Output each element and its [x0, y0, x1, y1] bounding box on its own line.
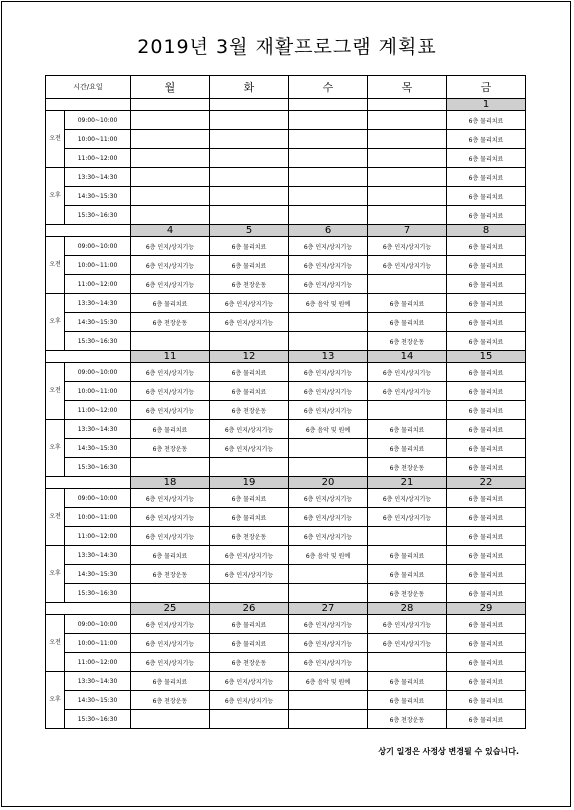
program-cell-mon: 6층 물리치료 — [131, 294, 210, 313]
time-slot-row — [46, 615, 526, 634]
time-slot-row — [46, 332, 526, 351]
program-cell-mon: 6층 인지/상지기능 — [131, 527, 210, 546]
time-slot-row — [46, 672, 526, 691]
program-cell-fri: 6층 물리치료 — [447, 187, 526, 206]
program-cell-wed: 6층 인지/상지기능 — [289, 401, 368, 420]
time-label: 10:00~11:00 — [65, 382, 131, 401]
time-label: 09:00~10:00 — [65, 615, 131, 634]
program-cell-tue: 6층 천장운동 — [210, 275, 289, 294]
date-cell-fri: 1 — [447, 99, 526, 111]
date-cell-mon — [131, 99, 210, 111]
date-cell-tue: 19 — [210, 477, 289, 489]
time-label: 09:00~10:00 — [65, 237, 131, 256]
program-cell-tue: 6층 물리치료 — [210, 237, 289, 256]
program-cell-wed — [289, 458, 368, 477]
time-label: 13:30~14:30 — [65, 546, 131, 565]
week-date-row — [46, 477, 526, 489]
time-slot-row — [46, 294, 526, 313]
date-cell-fri: 8 — [447, 225, 526, 237]
time-label: 11:00~12:00 — [65, 527, 131, 546]
program-cell-mon: 6층 천장운동 — [131, 439, 210, 458]
time-label: 15:30~16:30 — [65, 458, 131, 477]
program-cell-wed — [289, 206, 368, 225]
time-label: 13:30~14:30 — [65, 420, 131, 439]
week-date-row — [46, 225, 526, 237]
program-cell-mon: 6층 인지/상지기능 — [131, 275, 210, 294]
header-row — [46, 76, 526, 99]
date-row-blank — [46, 225, 131, 237]
time-label: 14:30~15:30 — [65, 691, 131, 710]
date-cell-tue: 5 — [210, 225, 289, 237]
program-cell-wed: 6층 인지/상지기능 — [289, 653, 368, 672]
time-label: 10:00~11:00 — [65, 508, 131, 527]
program-cell-fri: 6층 물리치료 — [447, 294, 526, 313]
program-cell-wed: 6층 인지/상지기능 — [289, 275, 368, 294]
time-slot-row — [46, 237, 526, 256]
program-cell-thu: 6층 물리치료 — [368, 691, 447, 710]
time-label: 11:00~12:00 — [65, 401, 131, 420]
program-cell-mon — [131, 206, 210, 225]
program-cell-fri: 6층 물리치료 — [447, 508, 526, 527]
program-cell-fri: 6층 물리치료 — [447, 584, 526, 603]
program-cell-mon — [131, 187, 210, 206]
period-pm-label: 오후 — [46, 672, 65, 729]
period-am-label: 오전 — [46, 615, 65, 672]
program-cell-thu: 6층 물리치료 — [368, 420, 447, 439]
program-cell-fri: 6층 물리치료 — [447, 489, 526, 508]
program-cell-tue — [210, 187, 289, 206]
day-header-wed: 수 — [289, 76, 368, 99]
time-label: 15:30~16:30 — [65, 206, 131, 225]
program-cell-fri: 6층 물리치료 — [447, 111, 526, 130]
program-cell-wed: 6층 인지/상지기능 — [289, 508, 368, 527]
program-cell-wed — [289, 439, 368, 458]
date-cell-mon: 11 — [131, 351, 210, 363]
time-slot-row — [46, 275, 526, 294]
program-cell-mon: 6층 물리치료 — [131, 420, 210, 439]
program-cell-wed: 6층 음악 및 원예 — [289, 672, 368, 691]
week-date-row — [46, 99, 526, 111]
time-slot-row — [46, 508, 526, 527]
program-cell-thu — [368, 401, 447, 420]
program-cell-mon: 6층 천장운동 — [131, 691, 210, 710]
program-cell-wed: 6층 인지/상지기능 — [289, 256, 368, 275]
week-date-row — [46, 351, 526, 363]
time-slot-row — [46, 401, 526, 420]
program-cell-thu — [368, 275, 447, 294]
program-cell-thu: 6층 인지/상지기능 — [368, 382, 447, 401]
time-label: 14:30~15:30 — [65, 187, 131, 206]
program-cell-tue: 6층 인지/상지기능 — [210, 420, 289, 439]
program-cell-fri: 6층 물리치료 — [447, 458, 526, 477]
program-cell-wed: 6층 인지/상지기능 — [289, 489, 368, 508]
date-cell-fri: 29 — [447, 603, 526, 615]
program-cell-mon: 6층 인지/상지기능 — [131, 237, 210, 256]
program-cell-fri: 6층 물리치료 — [447, 565, 526, 584]
time-slot-row — [46, 439, 526, 458]
program-cell-thu: 6층 물리치료 — [368, 565, 447, 584]
program-cell-mon: 6층 인지/상지기능 — [131, 256, 210, 275]
date-row-blank — [46, 99, 131, 111]
program-cell-mon — [131, 710, 210, 729]
time-slot-row — [46, 382, 526, 401]
date-row-blank — [46, 351, 131, 363]
time-slot-row — [46, 256, 526, 275]
program-cell-fri: 6층 물리치료 — [447, 615, 526, 634]
program-cell-mon — [131, 458, 210, 477]
time-label: 13:30~14:30 — [65, 672, 131, 691]
program-cell-thu: 6층 인지/상지기능 — [368, 634, 447, 653]
program-cell-tue: 6층 물리치료 — [210, 256, 289, 275]
program-cell-wed — [289, 565, 368, 584]
program-cell-fri: 6층 물리치료 — [447, 313, 526, 332]
program-cell-thu — [368, 206, 447, 225]
time-label: 10:00~11:00 — [65, 256, 131, 275]
program-cell-tue — [210, 206, 289, 225]
corner-header: 시간/요일 — [46, 76, 131, 99]
time-slot-row — [46, 634, 526, 653]
period-am-label: 오전 — [46, 111, 65, 168]
program-cell-fri: 6층 물리치료 — [447, 546, 526, 565]
program-cell-thu: 6층 천장운동 — [368, 332, 447, 351]
program-cell-thu — [368, 111, 447, 130]
program-cell-tue: 6층 천장운동 — [210, 527, 289, 546]
time-label: 11:00~12:00 — [65, 149, 131, 168]
time-slot-row — [46, 458, 526, 477]
program-cell-fri: 6층 물리치료 — [447, 206, 526, 225]
program-cell-fri: 6층 물리치료 — [447, 130, 526, 149]
time-slot-row — [46, 527, 526, 546]
program-cell-tue: 6층 천장운동 — [210, 653, 289, 672]
date-cell-tue: 12 — [210, 351, 289, 363]
program-cell-tue: 6층 인지/상지기능 — [210, 546, 289, 565]
date-cell-thu: 7 — [368, 225, 447, 237]
program-cell-tue — [210, 111, 289, 130]
program-cell-wed: 6층 인지/상지기능 — [289, 634, 368, 653]
date-cell-wed: 6 — [289, 225, 368, 237]
program-cell-thu: 6층 물리치료 — [368, 313, 447, 332]
date-cell-fri: 15 — [447, 351, 526, 363]
program-cell-tue: 6층 물리치료 — [210, 634, 289, 653]
program-cell-fri: 6층 물리치료 — [447, 363, 526, 382]
week-date-row — [46, 603, 526, 615]
time-label: 14:30~15:30 — [65, 439, 131, 458]
program-cell-wed — [289, 332, 368, 351]
program-cell-thu — [368, 527, 447, 546]
time-slot-row — [46, 149, 526, 168]
program-cell-mon — [131, 130, 210, 149]
date-cell-mon: 4 — [131, 225, 210, 237]
time-label: 14:30~15:30 — [65, 565, 131, 584]
program-cell-mon: 6층 인지/상지기능 — [131, 401, 210, 420]
period-am-label: 오전 — [46, 237, 65, 294]
program-cell-fri: 6층 물리치료 — [447, 710, 526, 729]
program-cell-thu: 6층 인지/상지기능 — [368, 508, 447, 527]
time-label: 15:30~16:30 — [65, 584, 131, 603]
program-cell-fri: 6층 물리치료 — [447, 527, 526, 546]
date-cell-thu: 21 — [368, 477, 447, 489]
period-am-label: 오전 — [46, 363, 65, 420]
program-cell-fri: 6층 물리치료 — [447, 275, 526, 294]
program-cell-mon: 6층 물리치료 — [131, 672, 210, 691]
program-cell-wed: 6층 인지/상지기능 — [289, 237, 368, 256]
time-label: 13:30~14:30 — [65, 168, 131, 187]
program-cell-thu: 6층 물리치료 — [368, 672, 447, 691]
program-cell-wed: 6층 인지/상지기능 — [289, 615, 368, 634]
program-cell-tue: 6층 인지/상지기능 — [210, 565, 289, 584]
program-cell-tue — [210, 149, 289, 168]
program-cell-thu — [368, 168, 447, 187]
program-cell-wed — [289, 130, 368, 149]
period-pm-label: 오후 — [46, 546, 65, 603]
time-slot-row — [46, 313, 526, 332]
program-cell-mon: 6층 인지/상지기능 — [131, 363, 210, 382]
program-cell-fri: 6층 물리치료 — [447, 382, 526, 401]
date-row-blank — [46, 477, 131, 489]
period-pm-label: 오후 — [46, 420, 65, 477]
time-slot-row — [46, 206, 526, 225]
date-cell-thu: 14 — [368, 351, 447, 363]
day-header-thu: 목 — [368, 76, 447, 99]
program-cell-tue: 6층 물리치료 — [210, 382, 289, 401]
program-cell-tue: 6층 천장운동 — [210, 401, 289, 420]
program-cell-thu — [368, 653, 447, 672]
program-cell-mon — [131, 149, 210, 168]
schedule-table — [45, 75, 526, 729]
program-cell-mon: 6층 인지/상지기능 — [131, 653, 210, 672]
time-slot-row — [46, 420, 526, 439]
program-cell-fri: 6층 물리치료 — [447, 653, 526, 672]
day-header-fri: 금 — [447, 76, 526, 99]
time-label: 15:30~16:30 — [65, 332, 131, 351]
date-cell-wed: 27 — [289, 603, 368, 615]
program-cell-mon: 6층 물리치료 — [131, 546, 210, 565]
program-cell-mon: 6층 인지/상지기능 — [131, 634, 210, 653]
page-title: 2019년 3월 재활프로그램 계획표 — [137, 36, 437, 58]
date-cell-tue — [210, 99, 289, 111]
program-cell-mon — [131, 111, 210, 130]
date-cell-wed: 13 — [289, 351, 368, 363]
program-cell-wed — [289, 111, 368, 130]
program-cell-tue: 6층 물리치료 — [210, 508, 289, 527]
program-cell-thu: 6층 물리치료 — [368, 439, 447, 458]
program-cell-mon: 6층 인지/상지기능 — [131, 489, 210, 508]
program-cell-tue — [210, 584, 289, 603]
program-cell-thu: 6층 인지/상지기능 — [368, 363, 447, 382]
footer-note: 상기 일정은 사정상 변경될 수 있습니다. — [378, 747, 519, 756]
program-cell-fri: 6층 물리치료 — [447, 691, 526, 710]
time-slot-row — [46, 584, 526, 603]
program-cell-tue — [210, 332, 289, 351]
program-cell-fri: 6층 물리치료 — [447, 401, 526, 420]
program-cell-fri: 6층 물리치료 — [447, 439, 526, 458]
time-label: 14:30~15:30 — [65, 313, 131, 332]
program-cell-wed — [289, 710, 368, 729]
time-label: 10:00~11:00 — [65, 634, 131, 653]
program-cell-wed — [289, 584, 368, 603]
program-cell-thu: 6층 천장운동 — [368, 458, 447, 477]
program-cell-tue — [210, 130, 289, 149]
program-cell-wed — [289, 149, 368, 168]
program-cell-mon: 6층 인지/상지기능 — [131, 382, 210, 401]
program-cell-tue — [210, 710, 289, 729]
time-slot-row — [46, 187, 526, 206]
program-cell-fri: 6층 물리치료 — [447, 256, 526, 275]
program-cell-mon — [131, 332, 210, 351]
time-slot-row — [46, 710, 526, 729]
program-cell-thu: 6층 인지/상지기능 — [368, 489, 447, 508]
program-cell-tue: 6층 인지/상지기능 — [210, 313, 289, 332]
program-cell-fri: 6층 물리치료 — [447, 237, 526, 256]
date-row-blank — [46, 603, 131, 615]
program-cell-wed — [289, 313, 368, 332]
time-slot-row — [46, 653, 526, 672]
day-header-mon: 월 — [131, 76, 210, 99]
time-slot-row — [46, 130, 526, 149]
program-cell-tue — [210, 168, 289, 187]
time-label: 10:00~11:00 — [65, 130, 131, 149]
date-cell-fri: 22 — [447, 477, 526, 489]
time-label: 13:30~14:30 — [65, 294, 131, 313]
program-cell-wed: 6층 음악 및 원예 — [289, 546, 368, 565]
program-cell-tue: 6층 인지/상지기능 — [210, 294, 289, 313]
date-cell-tue: 26 — [210, 603, 289, 615]
program-cell-tue: 6층 인지/상지기능 — [210, 672, 289, 691]
time-label: 09:00~10:00 — [65, 111, 131, 130]
day-header-tue: 화 — [210, 76, 289, 99]
period-pm-label: 오후 — [46, 294, 65, 351]
time-slot-row — [46, 546, 526, 565]
date-cell-wed: 20 — [289, 477, 368, 489]
program-cell-mon — [131, 168, 210, 187]
date-cell-thu: 28 — [368, 603, 447, 615]
date-cell-mon: 25 — [131, 603, 210, 615]
program-cell-wed: 6층 인지/상지기능 — [289, 527, 368, 546]
time-slot-row — [46, 111, 526, 130]
period-pm-label: 오후 — [46, 168, 65, 225]
program-cell-wed: 6층 인지/상지기능 — [289, 382, 368, 401]
program-cell-wed: 6층 인지/상지기능 — [289, 363, 368, 382]
program-cell-tue: 6층 인지/상지기능 — [210, 691, 289, 710]
program-cell-thu: 6층 천장운동 — [368, 584, 447, 603]
program-cell-thu: 6층 천장운동 — [368, 710, 447, 729]
program-cell-fri: 6층 물리치료 — [447, 149, 526, 168]
program-cell-thu — [368, 130, 447, 149]
program-cell-mon: 6층 인지/상지기능 — [131, 615, 210, 634]
program-cell-tue: 6층 물리치료 — [210, 489, 289, 508]
program-cell-thu: 6층 인지/상지기능 — [368, 237, 447, 256]
time-label: 15:30~16:30 — [65, 710, 131, 729]
program-cell-thu: 6층 인지/상지기능 — [368, 615, 447, 634]
program-cell-wed: 6층 음악 및 원예 — [289, 294, 368, 313]
time-slot-row — [46, 363, 526, 382]
program-cell-fri: 6층 물리치료 — [447, 634, 526, 653]
program-cell-mon — [131, 584, 210, 603]
time-label: 09:00~10:00 — [65, 363, 131, 382]
period-am-label: 오전 — [46, 489, 65, 546]
date-cell-wed — [289, 99, 368, 111]
program-cell-fri: 6층 물리치료 — [447, 420, 526, 439]
time-slot-row — [46, 691, 526, 710]
time-label: 11:00~12:00 — [65, 653, 131, 672]
program-cell-thu — [368, 187, 447, 206]
time-slot-row — [46, 168, 526, 187]
time-slot-row — [46, 565, 526, 584]
date-cell-mon: 18 — [131, 477, 210, 489]
program-cell-fri: 6층 물리치료 — [447, 168, 526, 187]
program-cell-tue: 6층 물리치료 — [210, 615, 289, 634]
date-cell-thu — [368, 99, 447, 111]
program-cell-tue: 6층 인지/상지기능 — [210, 439, 289, 458]
program-cell-wed — [289, 691, 368, 710]
program-cell-fri: 6층 물리치료 — [447, 332, 526, 351]
program-cell-fri: 6층 물리치료 — [447, 672, 526, 691]
program-cell-thu: 6층 인지/상지기능 — [368, 256, 447, 275]
program-cell-mon: 6층 인지/상지기능 — [131, 508, 210, 527]
time-label: 11:00~12:00 — [65, 275, 131, 294]
time-slot-row — [46, 489, 526, 508]
program-cell-thu — [368, 149, 447, 168]
time-label: 09:00~10:00 — [65, 489, 131, 508]
program-cell-wed — [289, 168, 368, 187]
program-cell-thu: 6층 물리치료 — [368, 546, 447, 565]
program-cell-wed: 6층 음악 및 원예 — [289, 420, 368, 439]
program-cell-thu: 6층 물리치료 — [368, 294, 447, 313]
program-cell-wed — [289, 187, 368, 206]
program-cell-tue: 6층 물리치료 — [210, 363, 289, 382]
program-cell-mon: 6층 천장운동 — [131, 313, 210, 332]
program-cell-tue — [210, 458, 289, 477]
program-cell-mon: 6층 천장운동 — [131, 565, 210, 584]
